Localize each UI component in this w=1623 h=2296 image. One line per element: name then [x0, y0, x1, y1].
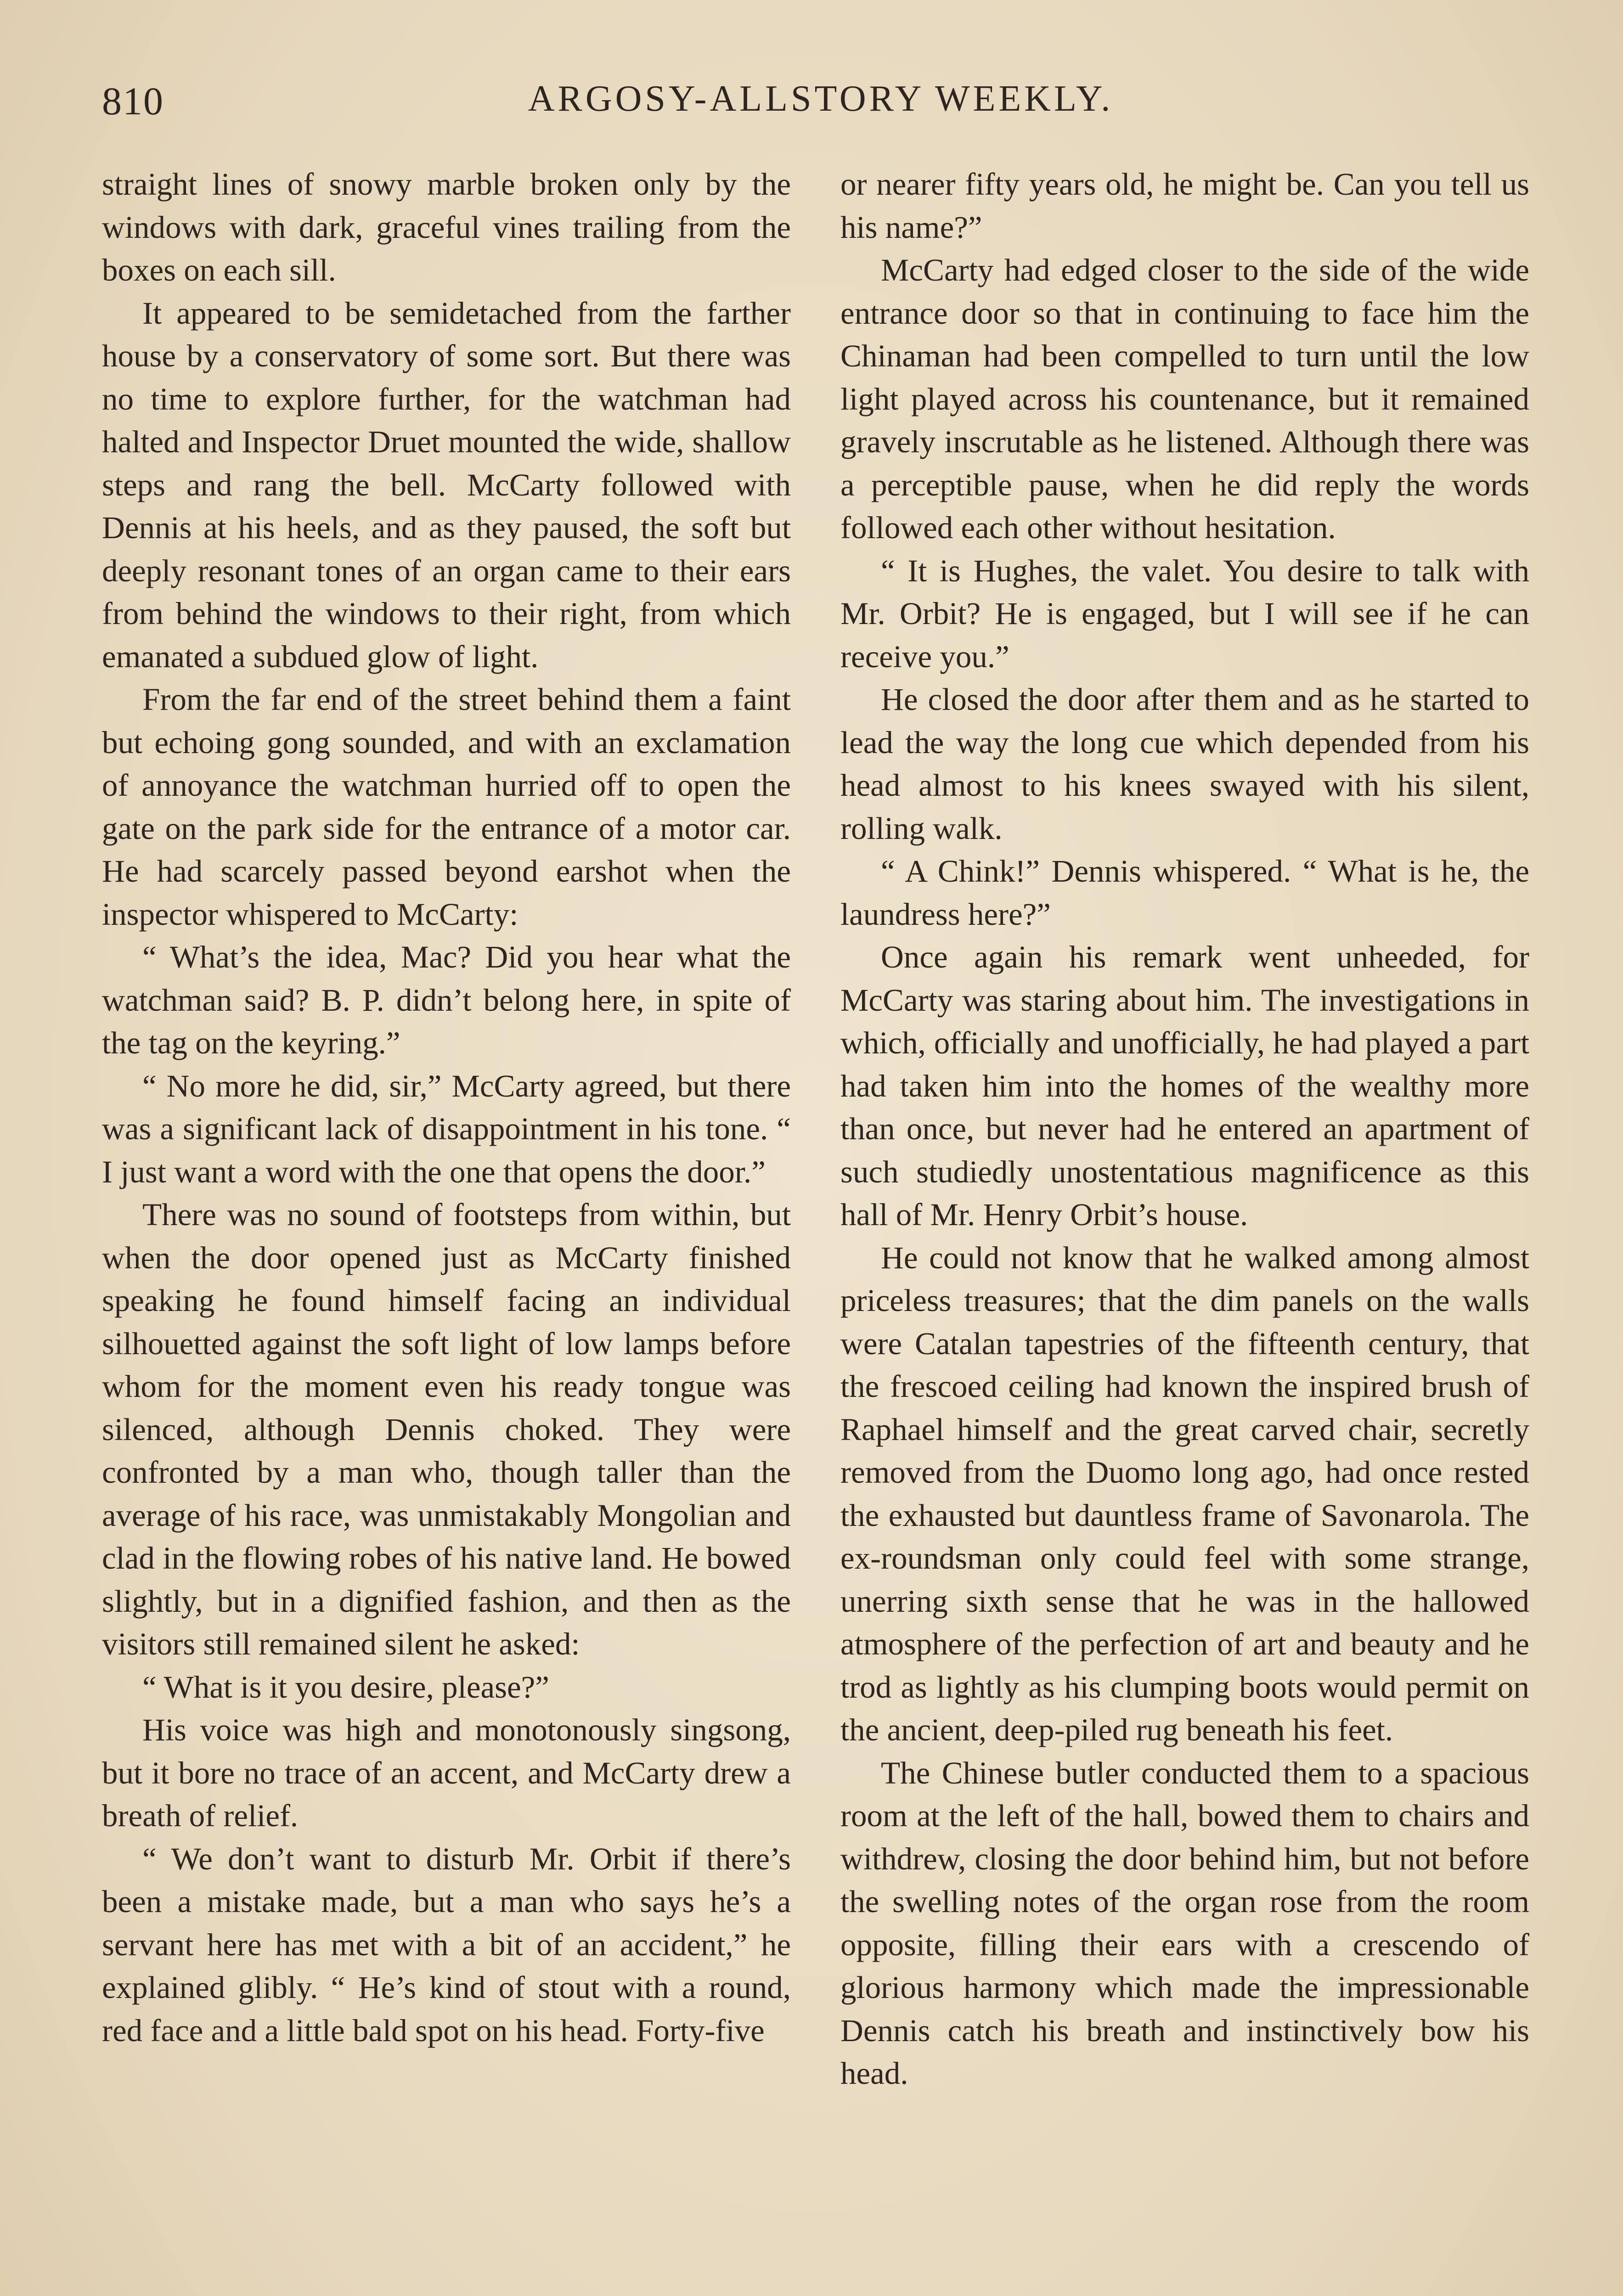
left-column — [102, 163, 791, 2296]
page-number: 810 — [102, 79, 164, 123]
paragraph: The Chinese butler conducted them to a spacious room at the left of the hall, bowed them to chairs and withdrew, closing the door behind him, but not before the swelling notes of the organ rose from the room opposite, filling their ears with a crescendo of glorious harmony which made the impressionable Dennis catch his breath and instinctively bow his head. — [840, 1755, 1529, 2091]
paragraph: “ A Chink!” Dennis whispered. “ What is he, the laundress here?” — [840, 854, 1529, 932]
paragraph: His voice was high and monotonously singsong, but it bore no trace of an accent, and McCarty drew a breath of relief. — [102, 1712, 791, 1833]
paragraph: “ What’s the idea, Mac? Did you hear what the watchman said? B. P. didn’t belong here, in spite of the tag on the keyring.” — [102, 940, 791, 1060]
paragraph: “ We don’t want to disturb Mr. Orbit if there’s been a mistake made, but a man who says he’s a servant here has met with a bit of an accident,” he explained glibly. “ He’s kind of stout with a round, red face and a little bald spot on his head. Forty-five — [102, 1841, 791, 2048]
paragraph: “ It is Hughes, the valet. You desire to talk with Mr. Orbit? He is engaged, but I will see if he can receive you.” — [840, 553, 1529, 674]
paragraph: He closed the door after them and as he started to lead the way the long cue which depended from his head almost to his knees swayed with his silent, rolling walk. — [840, 682, 1529, 846]
running-title: ARGOSY-ALLSTORY WEEKLY. — [528, 79, 1114, 119]
paragraph: “ What is it you desire, please?” — [142, 1669, 549, 1705]
paragraph: Once again his remark went unheeded, for McCarty was staring about him. The investigations in which, officially and unofficially, he had played a part had taken him into the homes of the wealthy more than once, but never had he entered an apartment of such studiedly unostentatious magnificence as this hall of Mr. Henry Orbit’s house. — [840, 940, 1529, 1232]
paragraph: McCarty had edged closer to the side of the wide entrance door so that in continuing to face him the Chinaman had been compelled to turn until the low light played across his countenance, but it remained gravely inscrutable as he listened. Although there was a perceptible pause, when he did reply the words followed each other without hesitation. — [840, 253, 1529, 545]
page-header — [102, 78, 1539, 138]
paragraph: It appeared to be semidetached from the farther house by a conservatory of some sort. But there was no time to explore further, for the watchman had halted and Inspector Druet mounted the wide, shallow steps and rang the bell. McCarty followed with Dennis at his heels, and as they paused, the soft but deeply resonant tones of an organ came to their ears from behind the windows to their right, from which emanated a subdued glow of light. — [102, 295, 791, 674]
paragraph: From the far end of the street behind them a faint but echoing gong sounded, and with an exclamation of annoyance the watchman hurried off to open the gate on the park side for the entrance of a motor car. He had scarcely passed beyond earshot when the inspector whispered to McCarty: — [102, 682, 791, 932]
paragraph: straight lines of snowy marble broken only by the windows with dark, graceful vines trailing from the boxes on each sill. — [102, 167, 791, 287]
paragraph: or nearer fifty years old, he might be. Can you tell us his name?” — [840, 167, 1529, 245]
right-column — [840, 163, 1529, 2296]
paragraph: “ No more he did, sir,” McCarty agreed, but there was a significant lack of disappointment in his tone. “ I just want a word with the one that opens the door.” — [102, 1068, 791, 1189]
paragraph: There was no sound of footsteps from within, but when the door opened just as McCarty finished speaking he found himself facing an individual silhouetted against the soft light of low lamps before whom for the moment even his ready tongue was silenced, although Dennis choked. They were confronted by a man who, though taller than the average of his race, was unmistakably Mongolian and clad in the flowing robes of his native land. He bowed slightly, but in a dignified fashion, and then as the visitors still remained silent he asked: — [102, 1197, 791, 1661]
paragraph: He could not know that he walked among almost priceless treasures; that the dim panels on the walls were Catalan tapestries of the fifteenth century, that the frescoed ceiling had known the inspired brush of Raphael himself and the great carved chair, secretly removed from the Duomo long ago, had once rested the exhausted but dauntless frame of Savonarola. The ex-roundsman only could feel with some strange, unerring sixth sense that he was in the hallowed atmosphere of the perfection of art and beauty and he trod as lightly as his clumping boots would permit on the ancient, deep-piled rug beneath his feet. — [840, 1240, 1529, 1747]
